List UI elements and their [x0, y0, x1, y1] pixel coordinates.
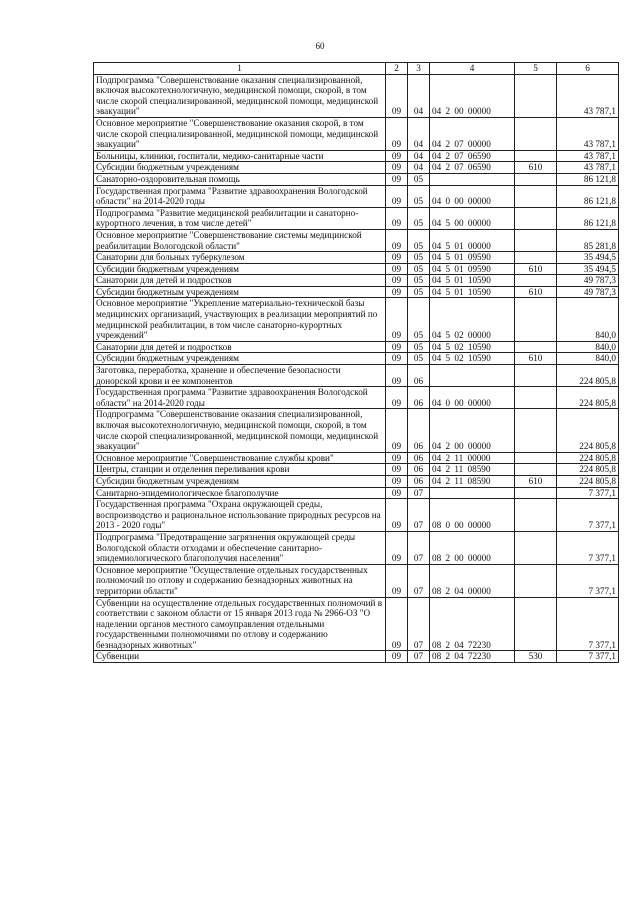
cell-section: 09: [386, 409, 408, 452]
cell-amount: 7 377,1: [557, 651, 619, 663]
cell-expense-type: 610: [515, 353, 557, 365]
table-row: [94, 365, 619, 387]
cell-name: Подпрограмма "Предотвращение загрязнения окружающей среды Вологодской области отходами и обеспечение санитарно-эпидемиологического благополучия населения": [94, 531, 386, 564]
cell-amount: 86 121,8: [557, 207, 619, 229]
cell-target-code: 08 2 04 72230: [430, 597, 515, 651]
cell-section: 09: [386, 275, 408, 287]
cell-expense-type: [515, 409, 557, 452]
cell-target-code: 04 2 07 06590: [430, 150, 515, 162]
cell-target-code: 04 0 00 00000: [430, 185, 515, 207]
cell-subsection: 04: [408, 74, 430, 117]
cell-amount: 49 787,3: [557, 286, 619, 298]
cell-target-code: 04 5 01 10590: [430, 275, 515, 287]
cell-target-code: 04 2 00 00000: [430, 409, 515, 452]
cell-subsection: 05: [408, 286, 430, 298]
table-row: [94, 452, 619, 464]
cell-name: Субвенции на осуществление отдельных государственных полномочий в соответствии с законом области от 15 января 2013 года № 2966-ОЗ "О наделении органов местного самоуправления отдельными государственными полномочиями по отлову и содержанию безнадзорных животных": [94, 597, 386, 651]
table-row: [94, 117, 619, 150]
cell-name: Основное мероприятие "Осуществление отдельных государственных полномочий по отлову и содержанию безнадзорных животных на территории области": [94, 564, 386, 597]
cell-name: Центры, станции и отделения переливания крови: [94, 464, 386, 476]
cell-amount: 86 121,8: [557, 173, 619, 185]
cell-amount: 224 805,8: [557, 365, 619, 387]
cell-name: Санитарно-эпидемиологическое благополучие: [94, 487, 386, 499]
cell-subsection: 05: [408, 353, 430, 365]
table-header-row: [94, 63, 619, 75]
cell-expense-type: 530: [515, 651, 557, 663]
cell-name: Подпрограмма "Совершенствование оказания специализированной, включая высокотехнологичную, медицинской помощи, скорой, в том числе скорой специализированной, медицинской помощи, медицинской эвакуации": [94, 409, 386, 452]
cell-name: Заготовка, переработка, хранение и обеспечение безопасности донорской крови и ее компонентов: [94, 365, 386, 387]
cell-name: Субсидии бюджетным учреждениям: [94, 162, 386, 174]
cell-expense-type: 610: [515, 286, 557, 298]
cell-name: Больницы, клиники, госпитали, медико-санитарные части: [94, 150, 386, 162]
cell-expense-type: [515, 150, 557, 162]
cell-amount: 840,0: [557, 353, 619, 365]
cell-subsection: 07: [408, 651, 430, 663]
col-header-5: 5: [515, 63, 557, 75]
budget-table: [93, 62, 619, 663]
cell-expense-type: [515, 452, 557, 464]
cell-section: 09: [386, 353, 408, 365]
cell-target-code: 04 5 02 10590: [430, 353, 515, 365]
cell-section: 09: [386, 651, 408, 663]
cell-name: Основное мероприятие "Совершенствование службы крови": [94, 452, 386, 464]
table-row: [94, 74, 619, 117]
cell-subsection: 04: [408, 150, 430, 162]
cell-section: 09: [386, 564, 408, 597]
cell-name: Государственная программа "Охрана окружающей среды, воспроизводство и рациональное использование природных ресурсов на 2013 - 2020 годы": [94, 499, 386, 532]
cell-subsection: 05: [408, 252, 430, 264]
cell-subsection: 06: [408, 464, 430, 476]
cell-expense-type: [515, 487, 557, 499]
col-header-2: 2: [386, 63, 408, 75]
cell-section: 09: [386, 263, 408, 275]
cell-subsection: 04: [408, 162, 430, 174]
cell-subsection: 04: [408, 117, 430, 150]
cell-amount: 224 805,8: [557, 387, 619, 409]
cell-section: 09: [386, 452, 408, 464]
cell-section: 09: [386, 252, 408, 264]
cell-section: 09: [386, 597, 408, 651]
table-body: [94, 74, 619, 662]
cell-expense-type: [515, 597, 557, 651]
table-row: [94, 173, 619, 185]
cell-amount: 43 787,1: [557, 162, 619, 174]
cell-subsection: 06: [408, 365, 430, 387]
cell-expense-type: [515, 252, 557, 264]
cell-subsection: 05: [408, 341, 430, 353]
cell-amount: 7 377,1: [557, 531, 619, 564]
cell-amount: 7 377,1: [557, 499, 619, 532]
cell-section: 09: [386, 286, 408, 298]
col-header-4: 4: [430, 63, 515, 75]
cell-expense-type: [515, 275, 557, 287]
cell-section: 09: [386, 298, 408, 341]
cell-subsection: 06: [408, 387, 430, 409]
cell-section: 09: [386, 207, 408, 229]
col-header-1: 1: [94, 63, 386, 75]
table-row: [94, 387, 619, 409]
cell-target-code: 08 0 00 00000: [430, 499, 515, 532]
cell-expense-type: 610: [515, 263, 557, 275]
cell-subsection: 05: [408, 207, 430, 229]
cell-name: Подпрограмма "Совершенствование оказания специализированной, включая высокотехнологичную, медицинской помощи, скорой, в том числе скорой специализированной, медицинской помощи, медицинской эвакуации": [94, 74, 386, 117]
cell-expense-type: [515, 117, 557, 150]
cell-expense-type: [515, 387, 557, 409]
cell-section: 09: [386, 74, 408, 117]
cell-target-code: 04 5 01 09590: [430, 252, 515, 264]
cell-section: 09: [386, 365, 408, 387]
cell-amount: 43 787,1: [557, 117, 619, 150]
table-row: [94, 487, 619, 499]
cell-section: 09: [386, 475, 408, 487]
cell-amount: 224 805,8: [557, 452, 619, 464]
cell-subsection: 05: [408, 173, 430, 185]
cell-amount: 43 787,1: [557, 74, 619, 117]
cell-target-code: [430, 365, 515, 387]
cell-amount: 86 121,8: [557, 185, 619, 207]
cell-subsection: 06: [408, 452, 430, 464]
cell-subsection: 05: [408, 275, 430, 287]
cell-name: Субвенции: [94, 651, 386, 663]
cell-name: Государственная программа "Развитие здравоохранения Вологодской области" на 2014-2020 годы: [94, 185, 386, 207]
cell-section: 09: [386, 341, 408, 353]
cell-section: 09: [386, 531, 408, 564]
cell-amount: 7 377,1: [557, 564, 619, 597]
cell-expense-type: [515, 74, 557, 117]
table-row: [94, 531, 619, 564]
cell-name: Государственная программа "Развитие здравоохранения Вологодской области" на 2014-2020 годы: [94, 387, 386, 409]
cell-subsection: 05: [408, 229, 430, 251]
table-row: [94, 409, 619, 452]
cell-target-code: [430, 173, 515, 185]
cell-expense-type: 610: [515, 162, 557, 174]
cell-target-code: 04 2 11 00000: [430, 452, 515, 464]
cell-subsection: 07: [408, 564, 430, 597]
table-row: [94, 499, 619, 532]
table-row: [94, 252, 619, 264]
cell-section: 09: [386, 173, 408, 185]
col-header-6: 6: [557, 63, 619, 75]
cell-amount: 49 787,3: [557, 275, 619, 287]
cell-target-code: 04 5 02 00000: [430, 298, 515, 341]
cell-expense-type: 610: [515, 475, 557, 487]
cell-target-code: 08 2 00 00000: [430, 531, 515, 564]
cell-expense-type: [515, 229, 557, 251]
cell-target-code: 04 0 00 00000: [430, 387, 515, 409]
cell-subsection: 06: [408, 475, 430, 487]
cell-expense-type: [515, 531, 557, 564]
cell-subsection: 07: [408, 597, 430, 651]
cell-subsection: 05: [408, 185, 430, 207]
cell-name: Субсидии бюджетным учреждениям: [94, 263, 386, 275]
col-header-3: 3: [408, 63, 430, 75]
cell-subsection: 05: [408, 298, 430, 341]
cell-name: Субсидии бюджетным учреждениям: [94, 475, 386, 487]
table-row: [94, 286, 619, 298]
cell-expense-type: [515, 464, 557, 476]
cell-name: Субсидии бюджетным учреждениям: [94, 286, 386, 298]
cell-section: 09: [386, 117, 408, 150]
cell-amount: 85 281,8: [557, 229, 619, 251]
cell-section: 09: [386, 499, 408, 532]
table-row: [94, 597, 619, 651]
cell-subsection: 07: [408, 499, 430, 532]
cell-target-code: [430, 487, 515, 499]
cell-target-code: 04 5 02 10590: [430, 341, 515, 353]
cell-expense-type: [515, 185, 557, 207]
cell-section: 09: [386, 150, 408, 162]
page-number: 60: [315, 41, 325, 51]
cell-name: Основное мероприятие "Совершенствование системы медицинской реабилитации Вологодской области": [94, 229, 386, 251]
cell-name: Основное мероприятие "Укрепление материально-технической базы медицинских организаций, участвующих в реализации мероприятий по медицинской реабилитации, в том числе санаторно-курортных учреждений": [94, 298, 386, 341]
table-row: [94, 275, 619, 287]
cell-section: 09: [386, 464, 408, 476]
cell-target-code: 08 2 04 00000: [430, 564, 515, 597]
cell-name: Санатории для больных туберкулезом: [94, 252, 386, 264]
table-row: [94, 298, 619, 341]
cell-amount: 224 805,8: [557, 464, 619, 476]
cell-name: Санаторно-оздоровительная помощь: [94, 173, 386, 185]
cell-section: 09: [386, 387, 408, 409]
cell-section: 09: [386, 229, 408, 251]
table-row: [94, 150, 619, 162]
cell-target-code: 04 5 00 00000: [430, 207, 515, 229]
cell-subsection: 06: [408, 409, 430, 452]
cell-expense-type: [515, 499, 557, 532]
table-row: [94, 651, 619, 663]
cell-subsection: 07: [408, 531, 430, 564]
cell-name: Санатории для детей и подростков: [94, 275, 386, 287]
cell-target-code: 04 2 07 00000: [430, 117, 515, 150]
cell-target-code: 04 2 07 06590: [430, 162, 515, 174]
cell-section: 09: [386, 162, 408, 174]
table-row: [94, 341, 619, 353]
cell-name: Субсидии бюджетным учреждениям: [94, 353, 386, 365]
cell-amount: 224 805,8: [557, 475, 619, 487]
cell-amount: 7 377,1: [557, 487, 619, 499]
cell-amount: 840,0: [557, 298, 619, 341]
table-row: [94, 464, 619, 476]
cell-target-code: 04 5 01 00000: [430, 229, 515, 251]
table-row: [94, 162, 619, 174]
cell-section: 09: [386, 185, 408, 207]
cell-expense-type: [515, 341, 557, 353]
table-row: [94, 207, 619, 229]
cell-amount: 7 377,1: [557, 597, 619, 651]
cell-subsection: 05: [408, 263, 430, 275]
table-row: [94, 263, 619, 275]
cell-section: 09: [386, 487, 408, 499]
cell-name: Основное мероприятие "Совершенствование оказания скорой, в том числе скорой специализированной, медицинской помощи, медицинской эвакуации": [94, 117, 386, 150]
cell-expense-type: [515, 173, 557, 185]
cell-target-code: 04 2 11 08590: [430, 464, 515, 476]
table-row: [94, 564, 619, 597]
cell-amount: 35 494,5: [557, 263, 619, 275]
cell-amount: 224 805,8: [557, 409, 619, 452]
cell-expense-type: [515, 365, 557, 387]
table-row: [94, 353, 619, 365]
table-row: [94, 229, 619, 251]
cell-name: Санатории для детей и подростков: [94, 341, 386, 353]
cell-target-code: 04 5 01 09590: [430, 263, 515, 275]
cell-amount: 35 494,5: [557, 252, 619, 264]
cell-subsection: 07: [408, 487, 430, 499]
cell-target-code: 08 2 04 72230: [430, 651, 515, 663]
cell-name: Подпрограмма "Развитие медицинской реабилитации и санаторно-курортного лечения, в том числе детей": [94, 207, 386, 229]
cell-expense-type: [515, 564, 557, 597]
table-row: [94, 185, 619, 207]
table-row: [94, 475, 619, 487]
cell-amount: 840,0: [557, 341, 619, 353]
cell-target-code: 04 2 11 08590: [430, 475, 515, 487]
cell-amount: 43 787,1: [557, 150, 619, 162]
cell-expense-type: [515, 207, 557, 229]
cell-expense-type: [515, 298, 557, 341]
cell-target-code: 04 2 00 00000: [430, 74, 515, 117]
cell-target-code: 04 5 01 10590: [430, 286, 515, 298]
